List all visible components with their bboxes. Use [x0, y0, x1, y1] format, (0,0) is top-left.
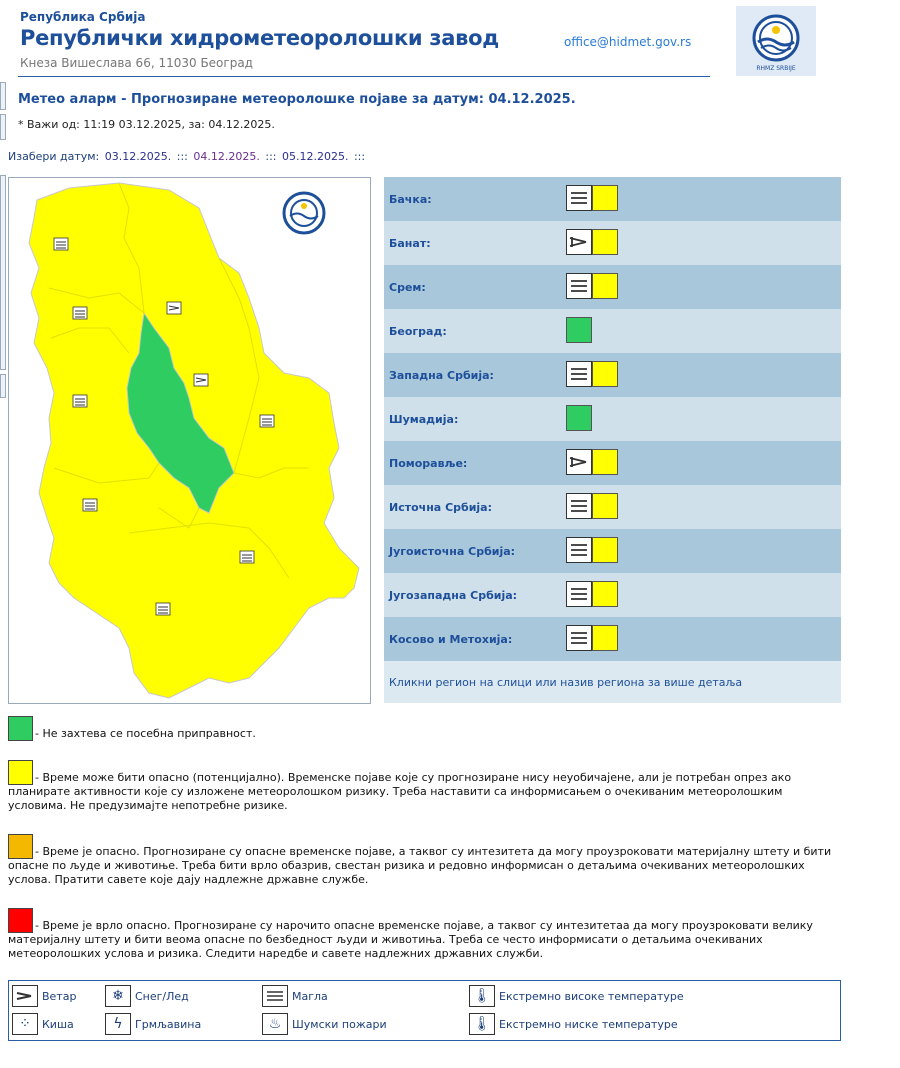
map-logo — [284, 193, 324, 233]
region-name[interactable]: Поморавље: — [389, 456, 468, 470]
republic-label: Република Србија — [20, 10, 146, 24]
fog-icon — [566, 493, 592, 519]
svg-text:RHMZ SRBIJE: RHMZ SRBIJE — [756, 65, 796, 72]
yellow-level-box — [592, 273, 618, 299]
legend-red: - Време је врло опасно. Прогнозиране су нарочито опасне временске појаве, а таквог су интезитетаа да могу проузроковати велику материјалну штету и бити веома опасне по безбедност људи и животиња. Треба се често информисати о детаљима очекиваних метеоролошких услова и ризика. Следити наредбе и савете надлежних државних служби. — [8, 908, 841, 961]
map-fog-marker — [156, 603, 170, 615]
map-fog-marker — [260, 415, 274, 427]
rhmz-logo[interactable] — [736, 6, 816, 76]
alarm-title: Метео аларм - Прогнозиране метеоролошке појаве за датум: 04.12.2025. — [18, 92, 576, 107]
type-fog: Магла — [262, 985, 328, 1007]
fog-icon — [566, 185, 592, 211]
region-row[interactable] — [384, 309, 841, 353]
legend-orange: - Време је опасно. Прогнозиране су опасне временске појаве, а таквог су интезитета да могу проузроковати материјалну штету и бити опасне по људе и животиње. Треба бити врло обазрив, свестан ризика и редовно информисан о детаљима очекиваних метеоролошких услова. Пратити савете које дају надлежне државне службе. — [8, 834, 841, 887]
map-fog-marker — [73, 307, 87, 319]
region-name[interactable]: Шумадија: — [389, 412, 459, 426]
map-fog-marker — [73, 395, 87, 407]
yellow-level-box — [592, 449, 618, 475]
wind-icon — [12, 985, 38, 1007]
region-row[interactable] — [384, 573, 841, 617]
lightning-icon: ϟ — [105, 1013, 131, 1035]
region-row[interactable] — [384, 617, 841, 661]
type-wind: Ветар — [12, 985, 76, 1007]
region-hint: Кликни регион на слици или назив региона за више детаља — [384, 661, 841, 703]
region-name[interactable]: Банат: — [389, 236, 431, 250]
valid-from: * Важи од: 11:19 03.12.2025, за: 04.12.2025. — [18, 118, 275, 131]
site-header — [18, 8, 710, 77]
green-level-box — [566, 405, 592, 431]
map-fog-marker — [240, 551, 254, 563]
yellow-level-box — [8, 760, 33, 785]
map-wind-marker — [167, 302, 181, 314]
region-row[interactable] — [384, 485, 841, 529]
date-select-label: Изабери датум: — [8, 150, 100, 163]
fog-icon — [566, 273, 592, 299]
snowflake-icon: ❄ — [105, 985, 131, 1007]
type-snow: ❄ Снег/Лед — [105, 985, 189, 1007]
type-rain: ⁘ Киша — [12, 1013, 74, 1035]
map-fog-marker — [83, 499, 97, 511]
region-name[interactable]: Бачка: — [389, 192, 432, 206]
region-row[interactable] — [384, 397, 841, 441]
region-name[interactable]: Источна Србија: — [389, 500, 492, 514]
red-level-box — [8, 908, 33, 933]
legend-yellow: - Време може бити опасно (потенцијално). Временске појаве које су прогнозиране нису неуобичајене, али је потребан опрез ако планирате активности које су изложене метеоролошком ризику. Треба наставити са информисањем о очекиваним метеоролошким условима. Не предузимајте непотребне ризике. — [8, 760, 841, 813]
orange-level-box — [8, 834, 33, 859]
date-link-0[interactable]: 03.12.2025. — [104, 150, 172, 163]
yellow-level-box — [592, 361, 618, 387]
fire-icon: ♨ — [262, 1013, 288, 1035]
regions-table — [384, 177, 841, 703]
region-row[interactable] — [384, 353, 841, 397]
yellow-level-box — [592, 625, 618, 651]
left-sidebar-edge — [0, 0, 6, 400]
yellow-level-box — [592, 537, 618, 563]
region-row[interactable] — [384, 265, 841, 309]
fog-icon — [566, 625, 592, 651]
region-row[interactable] — [384, 177, 841, 221]
type-fire: ♨ Шумски пожари — [262, 1013, 387, 1035]
legend-green: - Не захтева се посебна приправност. — [8, 716, 841, 741]
serbia-warning-map — [8, 177, 371, 704]
yellow-level-box — [592, 229, 618, 255]
region-name[interactable]: Југозападна Србија: — [389, 588, 518, 602]
region-row[interactable] — [384, 221, 841, 265]
thermometer-high-icon: 🌡 — [469, 985, 495, 1007]
institute-title[interactable]: Републички хидрометеоролошки завод — [20, 26, 499, 50]
rain-icon: ⁘ — [12, 1013, 38, 1035]
type-heat: 🌡 Екстремно високе температуре — [469, 985, 684, 1007]
wind-icon — [566, 449, 592, 475]
fog-icon — [262, 985, 288, 1007]
email-link[interactable]: office@hidmet.gov.rs — [564, 35, 692, 49]
phenomena-legend — [8, 980, 841, 1041]
yellow-level-box — [592, 185, 618, 211]
region-row[interactable] — [384, 441, 841, 485]
green-level-box — [566, 317, 592, 343]
type-cold: 🌡 Екстремно ниске температуре — [469, 1013, 678, 1035]
yellow-level-box — [592, 581, 618, 607]
date-selector: Изабери датум: 03.12.2025. ::: 04.12.2025. ::: 05.12.2025. ::: — [8, 150, 366, 163]
fog-icon — [566, 581, 592, 607]
region-row[interactable] — [384, 529, 841, 573]
address: Кнеза Вишеслава 66, 11030 Београд — [20, 56, 253, 70]
map-fog-marker — [54, 238, 68, 250]
thermometer-low-icon: 🌡 — [469, 1013, 495, 1035]
date-link-1[interactable]: 04.12.2025. — [193, 150, 260, 163]
fog-icon — [566, 537, 592, 563]
green-level-box — [8, 716, 33, 741]
region-name[interactable]: Срем: — [389, 280, 426, 294]
region-name[interactable]: Београд: — [389, 324, 447, 338]
fog-icon — [566, 361, 592, 387]
type-storm: ϟ Грмљавина — [105, 1013, 201, 1035]
region-name[interactable]: Косово и Метохија: — [389, 632, 513, 646]
yellow-level-box — [592, 493, 618, 519]
map-wind-marker — [194, 374, 208, 386]
wind-icon — [566, 229, 592, 255]
region-name[interactable]: Западна Србија: — [389, 368, 494, 382]
region-name[interactable]: Југоисточна Србија: — [389, 544, 516, 558]
date-link-2[interactable]: 05.12.2025. — [281, 150, 349, 163]
